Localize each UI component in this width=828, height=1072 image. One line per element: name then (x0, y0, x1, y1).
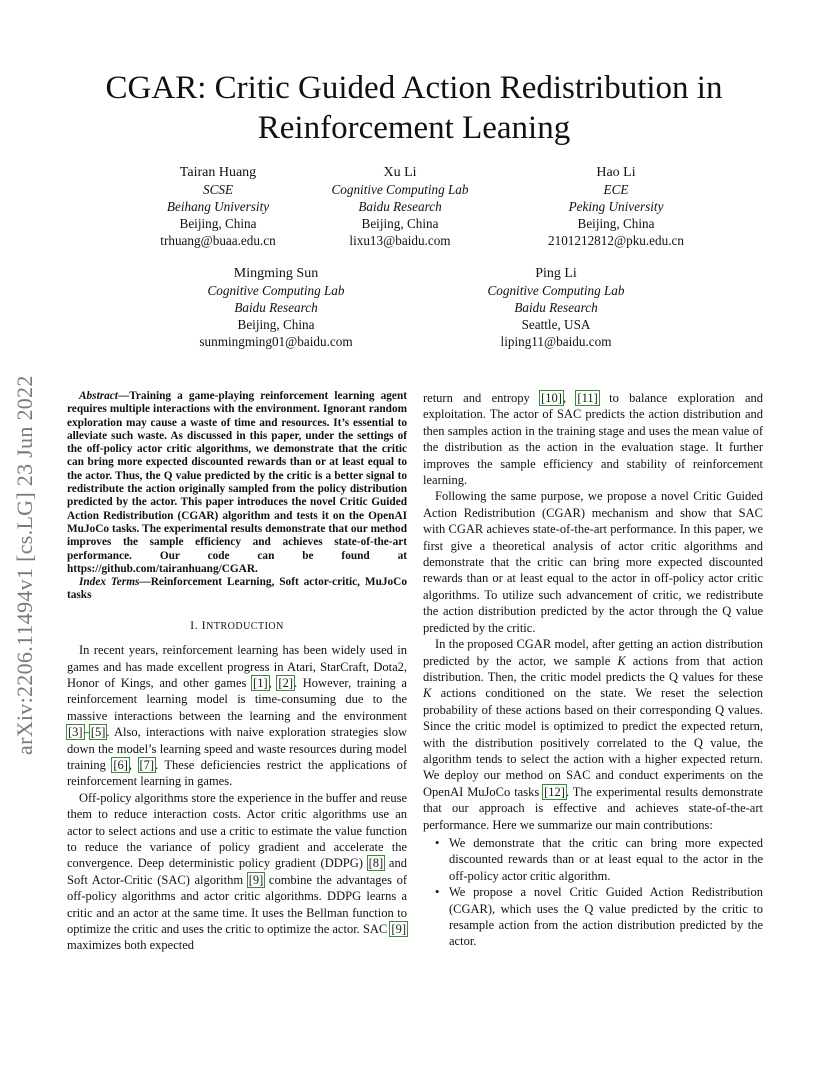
citation-link[interactable]: [11] (577, 391, 598, 405)
citation-link[interactable]: [5] (90, 725, 106, 740)
list-item: • We demonstrate that the critic can bring more expected discounted rewards than or at least equal to the actor in the off-policy actor critic algorithm. (423, 835, 763, 884)
left-column (67, 390, 407, 954)
citation-link[interactable]: [8] (368, 856, 384, 871)
author-email: 2101212812@pku.edu.cn (548, 233, 684, 248)
author-block (516, 164, 716, 249)
author-location: Seattle, USA (521, 317, 591, 332)
author-name: Ping Li (535, 266, 577, 281)
author-name: Xu Li (383, 165, 417, 180)
section-heading: I. INTRODUCTION (190, 617, 284, 632)
citation-link[interactable]: [1] (253, 675, 268, 690)
author-dept: ECE (603, 182, 629, 197)
contribution-list (423, 835, 763, 950)
author-block (118, 164, 318, 249)
author-location: Beijing, China (361, 216, 439, 231)
citation-link[interactable]: [12] (544, 784, 565, 799)
paragraph: In recent years, reinforcement learning has been widely used in games and has made excellent progress in Atari, StarCraft, Dota2, Honor of Kings, and other games [1], [2]. However, training a reinforcement learning model is time-consuming due to the massive interactions between the learning and the environment [3]–[5]. Also, interactions with naive exploration strategies slow down the model’s learning speed and waste resources during model training [6], [7]. These deficiencies restrict the applications of reinforcement learning in games. (67, 643, 407, 789)
list-item: • We propose a novel Critic Guided Action Redistribution (CGAR), which uses the Q value predicted by the critic to resample action from the action distribution predicted by the actor. (423, 884, 763, 950)
abstract (67, 390, 407, 576)
citation-link[interactable]: [6] (113, 758, 128, 772)
author-location: Beijing, China (237, 317, 315, 332)
index-terms (67, 576, 407, 603)
author-dept: Cognitive Computing Lab (487, 283, 625, 298)
abstract-lead: Abstract (79, 390, 118, 402)
author-email: sunmingming01@baidu.com (199, 334, 353, 349)
author-org: Baidu Research (358, 199, 442, 214)
paragraph: Following the same purpose, we propose a novel Critic Guided Action Redistribution (CGAR) mechanism and show that SAC with CGAR achieves state-of-the-art performance. In this paper, we first give a theoretical analysis of actor critic algorithms and demonstrate that the critic can bring more expected discounted rewards than or at least equal to the actor in off-policy actor critic algorithms. To utilize such advancement of critic, we redistribute the action distribution predicted by the actor through the Q value predicted by the critic. (423, 489, 763, 635)
author-dept: SCSE (202, 182, 234, 197)
author-email: liping11@baidu.com (500, 334, 612, 349)
author-block (300, 164, 500, 249)
paper-title: CGAR: Critic Guided Action Redistribution in Reinforcement Leaning (105, 70, 723, 146)
paragraph: Off-policy algorithms store the experience in the buffer and reuse them to reduce interaction costs. Actor critic algorithms use an actor to select actions and use a critic to estimate the value function to reduce the variance of policy gradient and accelerate the convergence. Deep deterministic policy gradient (DDPG) [8] and Soft Actor-Critic (SAC) algorithm [9] combine the advantages of off-policy algorithms and actor critic algorithms. DDPG learns a critic and an actor at the same time. It uses the Bellman function to optimize the critic and uses the critic to optimize the actor. SAC [9] maximizes both expected (67, 790, 407, 953)
citation-link[interactable]: [3] (68, 725, 83, 740)
author-block (176, 265, 376, 350)
author-name: Hao Li (596, 165, 636, 180)
author-org: Baidu Research (234, 300, 318, 315)
author-email: lixu13@baidu.com (349, 233, 451, 248)
citation-link[interactable]: [9] (248, 872, 264, 887)
paragraph: In the proposed CGAR model, after getting an action distribution predicted by the actor, we sample K actions from that action distribution. Then, the critic model predicts the Q values for these K actions conditioned on the state. We reset the selection probability of these actions based on their corresponding Q values. Since the critic model is optimized to predict the expected return, with the distribution positively correlated to the Q value, the algorithm tends to select the action with a higher expected return. We deploy our method on SAC and conduct experiments on the OpenAI MuJoCo tasks [12]. The experimental results demonstrate that our approach is effective and achieves state-of-the-art performance. Here we summarize our main contributions: (423, 637, 763, 832)
author-dept: Cognitive Computing Lab (207, 283, 345, 298)
citation-link[interactable]: [10] (541, 391, 562, 405)
right-column (423, 390, 763, 950)
author-dept: Cognitive Computing Lab (331, 182, 469, 197)
paragraph: return and entropy [10], [11] to balance exploration and exploitation. The actor of SAC predicts the action distribution and then samples action in the training stage and uses the mean value of the distribution as the action in the evaluation stage. It further improves the sample efficiency and stability of reinforcement learning. (423, 391, 764, 488)
author-location: Beijing, China (577, 216, 655, 231)
abstract-text: —Training a game-playing reinforcement learning agent requires multiple interactions with the environment. Ignorant random exploration may cause a waste of time and resources. It’s essential to alleviate such waste. As discussed in this paper, under the settings of the off-policy actor critic algorithms, we demonstrate that the critic can bring more expected discounted rewards than or at least equal to the actor. Thus, the Q value predicted by the critic is a better signal to redistribute the action originally sampled from the policy distribution predicted by the actor. This paper introduces the novel Critic Guided Action Redistribution (CGAR) algorithm and tests it on the OpenAI MuJoCo tasks. The experimental results demonstrate that our method improves the sample efficiency and achieves state-of-the-art performance. Our code can be found at https://github.com/tairanhuang/CGAR. (67, 390, 407, 575)
arxiv-side-stamp: arXiv:2206.11494v1 [cs.LG] 23 Jun 2022 (12, 375, 37, 755)
citation-link[interactable]: [9] (391, 922, 406, 937)
author-org: Baidu Research (514, 300, 598, 315)
index-terms-text: —Reinforcement Learning, Soft actor-critic, MuJoCo tasks (67, 576, 407, 602)
citation-link[interactable]: [2] (278, 675, 293, 690)
author-email: trhuang@buaa.edu.cn (160, 233, 276, 248)
author-location: Beijing, China (179, 216, 257, 231)
author-block (456, 265, 656, 350)
author-org: Beihang University (166, 199, 270, 214)
author-name: Mingming Sun (233, 266, 319, 281)
citation-link[interactable]: [7] (139, 758, 155, 772)
author-name: Tairan Huang (179, 165, 257, 180)
index-terms-lead: Index Terms (79, 576, 140, 589)
author-org: Peking University (568, 199, 664, 214)
